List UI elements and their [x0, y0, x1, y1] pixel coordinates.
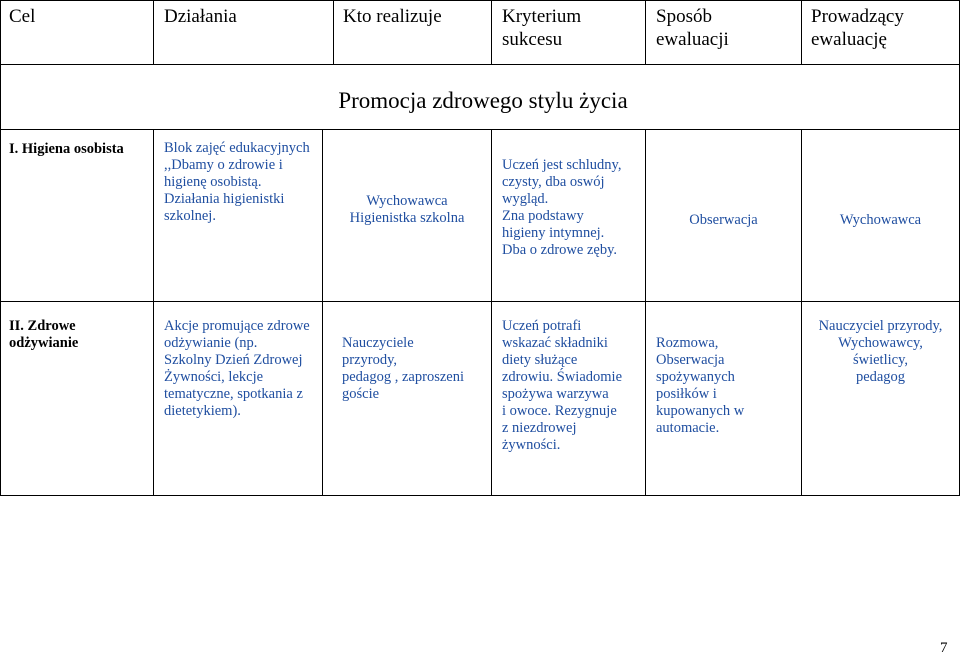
cell-line: higieny intymnej. — [502, 225, 605, 241]
cell-line: goście — [342, 386, 380, 402]
col-sep — [153, 129, 154, 496]
header-line: ewaluacji — [656, 29, 729, 50]
row1-prowadzacy: Wychowawca — [839, 212, 922, 228]
cell-line: Dba o zdrowe zęby. — [502, 242, 618, 258]
cell-line: świetlicy, — [852, 352, 909, 368]
cell-line: tematyczne, spotkania z — [164, 386, 303, 402]
col-sep — [645, 0, 646, 65]
col-sep — [153, 0, 154, 65]
header-line: ewaluację — [811, 29, 887, 50]
cell-line: spożywa warzywa — [502, 386, 609, 402]
cell-line: żywności. — [502, 437, 561, 453]
header-line: Sposób — [656, 6, 712, 27]
row2-cel — [9, 318, 78, 352]
cell-line: Nauczyciele — [342, 335, 414, 351]
cell-line: Higienistka szkolna — [349, 210, 465, 226]
cell-line: odżywianie — [9, 335, 79, 351]
row1-kto — [323, 193, 491, 227]
cell-line: wygląd. — [502, 191, 549, 207]
header-kto-realizuje: Kto realizuje — [343, 6, 442, 27]
header-sposob-ewaluacji — [656, 5, 729, 51]
section-title-text: Promocja zdrowego stylu życia — [338, 88, 628, 113]
cell-line: Szkolny Dzień Zdrowej — [164, 352, 303, 368]
col-sep — [801, 0, 802, 65]
section-title — [0, 88, 960, 114]
col-sep — [491, 0, 492, 65]
page-number: 7 — [940, 640, 948, 656]
row2-sposob — [656, 335, 744, 437]
header-line: Kryterium — [502, 6, 582, 27]
row1-kryterium — [502, 157, 621, 259]
cell-line: Zna podstawy — [502, 208, 584, 224]
row2-kryterium — [502, 318, 622, 454]
row1-dzialania — [164, 140, 310, 225]
row1-cel: I. Higiena osobista — [9, 141, 124, 157]
cell-line: Wychowawca — [366, 193, 448, 209]
table-border-left — [0, 0, 1, 496]
cell-line: Akcje promujące zdrowe — [164, 318, 310, 334]
col-sep — [491, 129, 492, 496]
header-kryterium-sukcesu — [502, 5, 581, 51]
cell-line: i owoce. Rezygnuje — [502, 403, 617, 419]
cell-line: Uczeń jest schludny, — [502, 157, 622, 173]
title-divider — [0, 129, 960, 130]
header-cel: Cel — [9, 6, 36, 27]
cell-line: z niezdrowej — [502, 420, 577, 436]
cell-line: II. Zdrowe — [9, 318, 76, 334]
table-border-top — [0, 0, 960, 1]
cell-line: automacie. — [656, 420, 720, 436]
row-divider — [0, 301, 960, 302]
cell-line: Żywności, lekcje — [164, 369, 264, 385]
cell-line: kupowanych w — [656, 403, 745, 419]
cell-line: Blok zajęć edukacyjnych — [164, 140, 310, 156]
row2-dzialania — [164, 318, 310, 420]
cell-line: Działania higienistki — [164, 191, 285, 207]
col-sep — [333, 0, 334, 65]
cell-line: pedagog — [855, 369, 906, 385]
row2-kto — [342, 335, 464, 403]
cell-line: posiłków i — [656, 386, 717, 402]
cell-line: diety służące — [502, 352, 578, 368]
cell-line: szkolnej. — [164, 208, 216, 224]
cell-line: odżywianie (np. — [164, 335, 258, 351]
col-sep — [801, 129, 802, 496]
cell-line: czysty, dba oswój — [502, 174, 605, 190]
cell-line: zdrowiu. Świadomie — [502, 369, 623, 385]
header-dzialania: Działania — [164, 6, 237, 27]
col-sep — [322, 129, 323, 496]
cell-line: dietetykiem). — [164, 403, 241, 419]
header-divider — [0, 64, 960, 65]
cell-line: Wychowawcy, — [838, 335, 923, 351]
cell-line: higienę osobistą. — [164, 174, 262, 190]
cell-line: Rozmowa, — [656, 335, 719, 351]
cell-line: spożywanych — [656, 369, 735, 385]
cell-line: ,,Dbamy o zdrowie i — [164, 157, 283, 173]
header-line: Prowadzący — [811, 6, 904, 27]
cell-line: pedagog , zaproszeni — [342, 369, 464, 385]
cell-line: przyrody, — [342, 352, 398, 368]
row1-sposob: Obserwacja — [689, 212, 758, 228]
table-border-bottom — [0, 495, 960, 496]
col-sep — [645, 129, 646, 496]
cell-line: wskazać składniki — [502, 335, 608, 351]
cell-line: Uczeń potrafi — [502, 318, 582, 334]
header-prowadzacy-ewaluacje — [811, 5, 904, 51]
cell-line: Nauczyciel przyrody, — [818, 318, 943, 334]
cell-line: Obserwacja — [656, 352, 725, 368]
header-line: sukcesu — [502, 29, 563, 50]
row2-prowadzacy — [802, 318, 959, 386]
